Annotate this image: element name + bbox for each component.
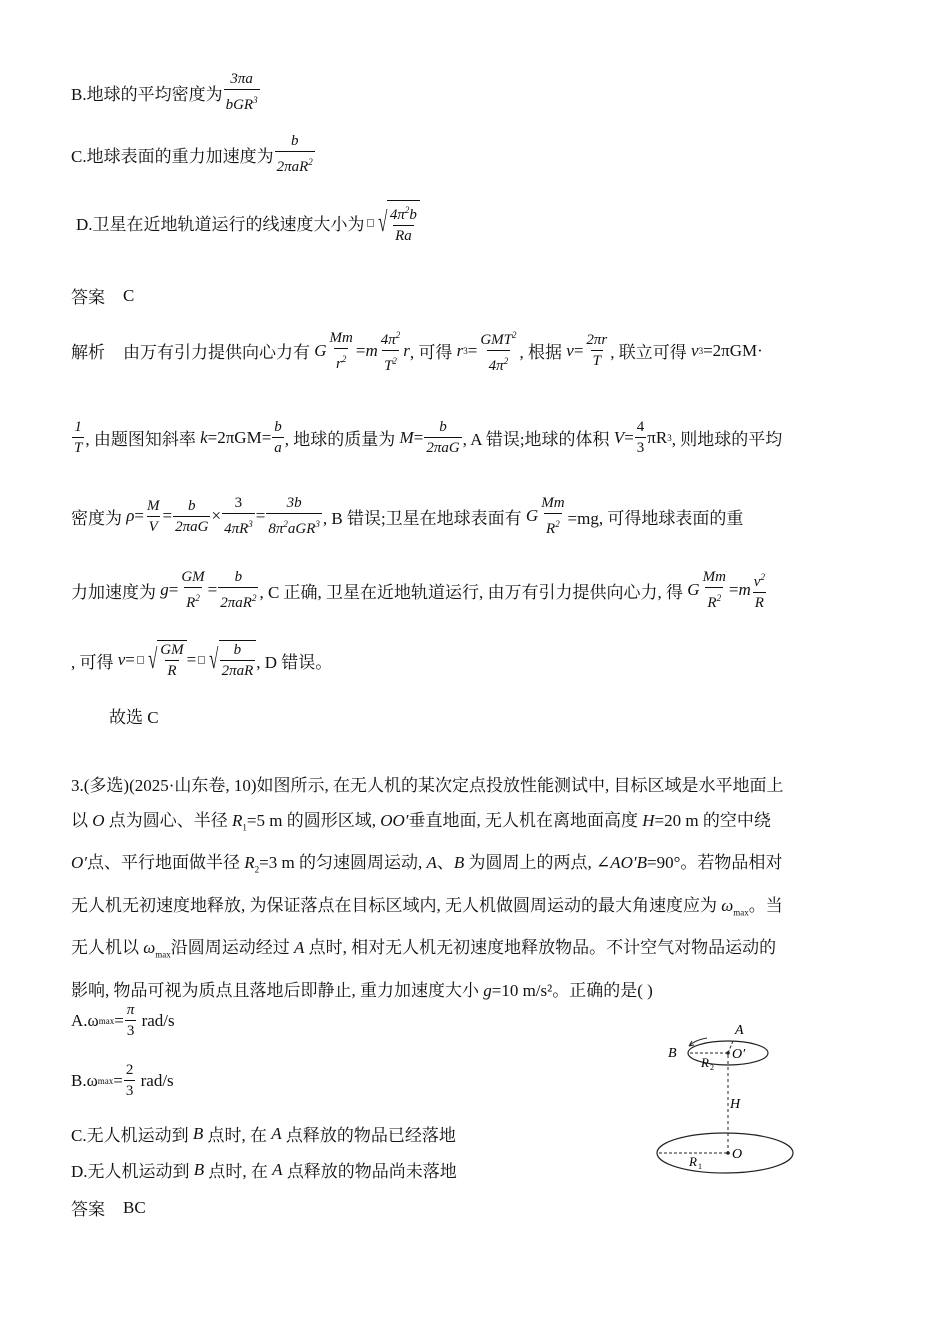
- label-r1: R: [689, 1154, 697, 1169]
- option-b-prev: [71, 70, 261, 114]
- q3-option-c: C.无人机运动到 B 点时, 在 A 点释放的物品已经落地: [71, 1123, 456, 1145]
- option-d-prev: [76, 200, 420, 245]
- q3-line-3: O′点、平行地面做半径 $R_2=3$ m 的匀速圆周运动, A、B 为圆周上的两点, ∠AO′B=90°。若物品相对: [71, 853, 783, 875]
- q3-line-5: 无人机以 $\omega_{max}$沿圆周运动经过 A 点时, 相对无人机无初速度地释放物品。不计空气对物品运动的: [71, 938, 777, 960]
- analysis-conclusion: 故选 C: [109, 708, 159, 727]
- q3-option-a: A.ω max = $\frac{\pi}{3}$ rad/s: [71, 1002, 175, 1039]
- analysis-line-3: 密度为 ρ = $\frac{M}{V}$ = $\frac{b}{\text{2πaG}}$ × $\frac{3}{4\pi R^3}$ = $\frac{3b}{8\pi^2aGR^3}$ , B 错误;卫星在地球表面有 G $\frac{Mm}{R^2}$ =mg, 可得地球表面的重: [71, 495, 744, 537]
- label-r2-sub: 2: [710, 1063, 714, 1072]
- label-o-prime: O′: [732, 1047, 746, 1062]
- q3-option-b: B.ω max = $\frac{2}{3}$ rad/s: [71, 1062, 174, 1099]
- label-r1-sub: 1: [698, 1162, 702, 1171]
- gravity-fraction: $\frac{b}{2\pi aR^2}$: [276, 133, 313, 175]
- answer-1: [71, 283, 134, 308]
- sqrt-velocity: √ $\frac{4\pi^2b}{Ra}$: [367, 200, 420, 245]
- density-fraction: $\frac{3\pi a}{bGR^3}$: [225, 71, 258, 113]
- analysis-line-1: 解析 由万有引力提供向心力有 G $\frac{Mm}{r^2}$ = m $\frac{4\pi^2}{T^2}$ r , 可得 r 3 = $\frac{GMT^2}{4\pi^2}$ , 根据 v = $\frac{2\pi r}{T}$ , 联立可得 v 3 =2πGM·: [71, 329, 763, 374]
- q3-line-4: 无人机无初速度地释放, 为保证落点在目标区域内, 无人机做圆周运动的最大角速度应为 $\omega_{max}$。当: [71, 895, 783, 918]
- q3-option-d: D.无人机运动到 B 点时, 在 A 点释放的物品尚未落地: [71, 1159, 457, 1181]
- analysis-line-2: $\frac{1}{T}$ , 由题图知斜率 k =2πGM= $\frac{b}{a}$ , 地球的质量为 M = $\frac{b}{\text{2πaG}}$ , A 错误;地球的体积 V = $\frac{4}{3}$ πR 3 , 则地球的平均: [74, 419, 783, 456]
- label-b: B: [668, 1046, 677, 1061]
- label-h: H: [730, 1097, 741, 1112]
- option-c-prev: [71, 132, 316, 176]
- option-c-text: C.地球表面的重力加速度为: [71, 146, 274, 166]
- q3-line-6: 影响, 物品可视为质点且落地后即静止, 重力加速度大小 g=10 m/s²。正确的是( ): [71, 980, 653, 1000]
- answer-3: [71, 1195, 146, 1220]
- analysis-line-4: 力加速度为 g = $\frac{GM}{R^2}$ = $\frac{b}{2\pi aR^2}$ , C 正确, 卫星在近地轨道运行, 由万有引力提供向心力, 得 G $\frac{Mm}{R^2}$ = m $\frac{v^2}{R}$: [71, 569, 765, 611]
- drone-diagram: [655, 1018, 805, 1178]
- answer-label: 答案: [71, 1200, 105, 1219]
- answer-value: C: [123, 285, 135, 305]
- label-o: O: [732, 1147, 743, 1162]
- label-a: A: [735, 1023, 744, 1038]
- label-r2: R: [701, 1055, 709, 1070]
- question-3: [71, 768, 876, 1008]
- analysis-line-5: , 可得 v = √ $\frac{GM}{R}$ = √ $\frac{b}{\text{2πaR}}$ , D 错误。: [71, 642, 333, 679]
- option-b-text: B.地球的平均密度为: [71, 84, 223, 104]
- answer-label: 答案: [71, 288, 105, 307]
- answer-value: BC: [123, 1197, 146, 1217]
- q3-line-1: 3.(多选)(2025·山东卷, 10)如图所示, 在无人机的某次定点投放性能测试中, 目标区域是水平地面上: [71, 776, 784, 795]
- option-d-text: D.卫星在近地轨道运行的线速度大小为: [76, 215, 365, 234]
- q3-line-2: 以 O 点为圆心、半径 $R_1=5$ m 的圆形区域, OO′垂直地面, 无人机在离地面高度 H=20 m 的空中绕: [71, 811, 771, 833]
- analysis-label: 解析: [71, 343, 105, 362]
